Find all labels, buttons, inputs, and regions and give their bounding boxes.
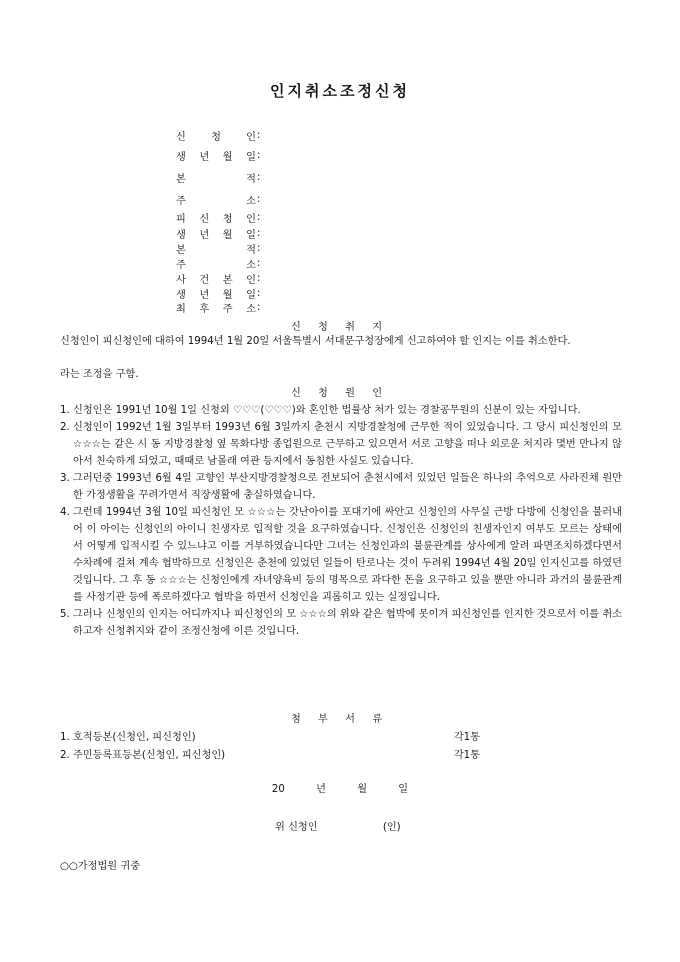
party-row: [176, 286, 264, 301]
party-row: [176, 241, 264, 256]
party-label: 본 적: [176, 245, 256, 256]
party-colon: :: [257, 212, 261, 223]
party-colon: :: [257, 258, 261, 269]
attachment-name: 1. 호적등본(신청인, 피신청인): [60, 732, 196, 743]
purpose-text: 신청인이 피신청인에 대하여 1994년 1월 20일 서울특별시 서대문구청장에게 신고하여야 할 인지는 이를 취소한다.: [60, 336, 571, 347]
attachment-row: [60, 728, 480, 743]
party-row: [176, 300, 264, 315]
document-title: 인지취소조정신청: [270, 82, 410, 100]
cause-number: 5.: [60, 609, 70, 620]
party-row: [176, 148, 264, 163]
cause-item: [60, 419, 622, 470]
party-colon: :: [257, 150, 261, 161]
cause-text: 신청인이 1992년 1월 3일부터 1993년 6월 3일까지 춘천시 지방경찰청에 근무한 적이 있었습니다. 그 당시 피신청인의 모 ☆☆☆는 같은 시 동 지방경찰청 옆 목화다방 종업원으로 근무하고 있으면서 서로 고향을 떠나 외로운 처지라 몇번 만나지 않아서 친숙하게 되었고, 때때로 남몰래 여관 등지에서 동침한 사실도 있습니다.: [73, 422, 622, 467]
party-label: 생 년 월 일: [176, 152, 256, 163]
party-label: 생 년 월 일: [176, 290, 256, 301]
party-label: 최 후 주 소: [176, 304, 256, 315]
cause-text: 그러나 신청인의 인지는 어디까지나 피신청인의 모 ☆☆☆의 위와 같은 협박에 못이겨 피신청인를 인지한 것으로서 이를 취소하고자 신청취지와 같이 조정신청에 이른 것입니다.: [73, 609, 622, 637]
party-row: [176, 271, 264, 286]
party-row: [176, 170, 264, 185]
party-colon: :: [257, 228, 261, 239]
party-label: 주 소: [176, 260, 256, 271]
purpose-heading: 신 청 취 지: [290, 322, 390, 333]
attachment-row: [60, 746, 480, 761]
cause-item: [60, 606, 622, 640]
cause-list: [60, 402, 622, 640]
attachment-qty: 각1통: [453, 732, 480, 743]
cause-number: 1.: [60, 405, 70, 416]
party-row: [176, 128, 264, 143]
party-label: 주 소: [176, 196, 256, 207]
cause-number: 2.: [60, 422, 70, 433]
party-row: [176, 192, 264, 207]
party-row: [176, 210, 264, 225]
cause-item: [60, 470, 622, 504]
date-day-unit: 일: [398, 784, 409, 795]
party-label: 본 적: [176, 174, 256, 185]
party-colon: :: [257, 194, 261, 205]
party-label: 생 년 월 일: [176, 230, 256, 241]
seal-mark: (인): [382, 822, 401, 833]
party-label: 신 청 인: [176, 132, 256, 143]
party-label: 사 건 본 인: [176, 275, 256, 286]
cause-number: 3.: [60, 473, 70, 484]
attachment-qty: 각1통: [453, 750, 480, 761]
date-year: 20: [271, 784, 285, 795]
date-line: [0, 780, 680, 795]
cause-item: [60, 504, 622, 606]
party-row: [176, 226, 264, 241]
signature-line: [275, 818, 401, 833]
court-addressee: ○○가정법원 귀중: [60, 861, 141, 872]
cause-text: 신청인은 1991년 10월 1일 신청외 ♡♡♡(♡♡♡)와 혼인한 법률상 처가 있는 경찰공무원의 신분이 있는 자입니다.: [73, 405, 581, 416]
party-colon: :: [257, 130, 261, 141]
date-month-unit: 월: [357, 784, 368, 795]
cause-number: 4.: [60, 507, 70, 518]
signature-label: 위 신청인: [275, 822, 318, 833]
cause-text: 그러던중 1993년 6월 4일 고향인 부산지방경찰청으로 전보되어 춘천시에서 있었던 일들은 하나의 추억으로 사라진채 원만한 가정생활을 꾸려가면서 직장생활에 충실하였습니다.: [73, 473, 622, 501]
cause-text: 그런데 1994년 3월 10일 피신청인 모 ☆☆☆는 갓난아이를 포대기에 싸안고 신청인의 사무실 근방 다방에 신청인을 불러내어 이 아이는 신청인의 아이니 친생자로 입적할 것을 요구하였습니다. 신청인은 신청인의 친생자인지 여부도 모르는 상태에서 어떻게 입적시킬 수 있느냐고 이를 거부하였습니다만 그녀는 신청인과의 불륜관계를 상사에게 알려 파면조치하겠다면서 수차례에 걸쳐 계속 협박하므로 신청인은 춘천에 있었던 일들이 탄로나는 것이 두려워 1994년 4월 20일 인지신고를 하였던 것입니다. 그 후 동 ☆☆☆는 신청인에게 자녀양육비 등의 명목으로 과다한 돈을 요구하고 있을 뿐만 아니라 과거의 불륜관계를 사정기관 등에 폭로하겠다고 협박을 하면서 신청인을 괴롭히고 있는 실정입니다.: [73, 507, 622, 603]
date-year-unit: 년: [316, 784, 326, 795]
attachments-heading: 첨 부 서 류: [290, 714, 390, 725]
party-colon: :: [257, 273, 261, 284]
attachment-name: 2. 주민등록표등본(신청인, 피신청인): [60, 750, 226, 761]
party-colon: :: [257, 243, 261, 254]
party-label: 피 신 청 인: [176, 214, 256, 225]
cause-heading: 신 청 원 인: [290, 388, 390, 399]
purpose-closing: 라는 조정을 구함.: [60, 369, 139, 380]
party-colon: :: [257, 302, 261, 313]
party-colon: :: [257, 172, 261, 183]
party-colon: :: [257, 288, 261, 299]
party-row: [176, 256, 264, 271]
cause-item: [60, 402, 622, 419]
